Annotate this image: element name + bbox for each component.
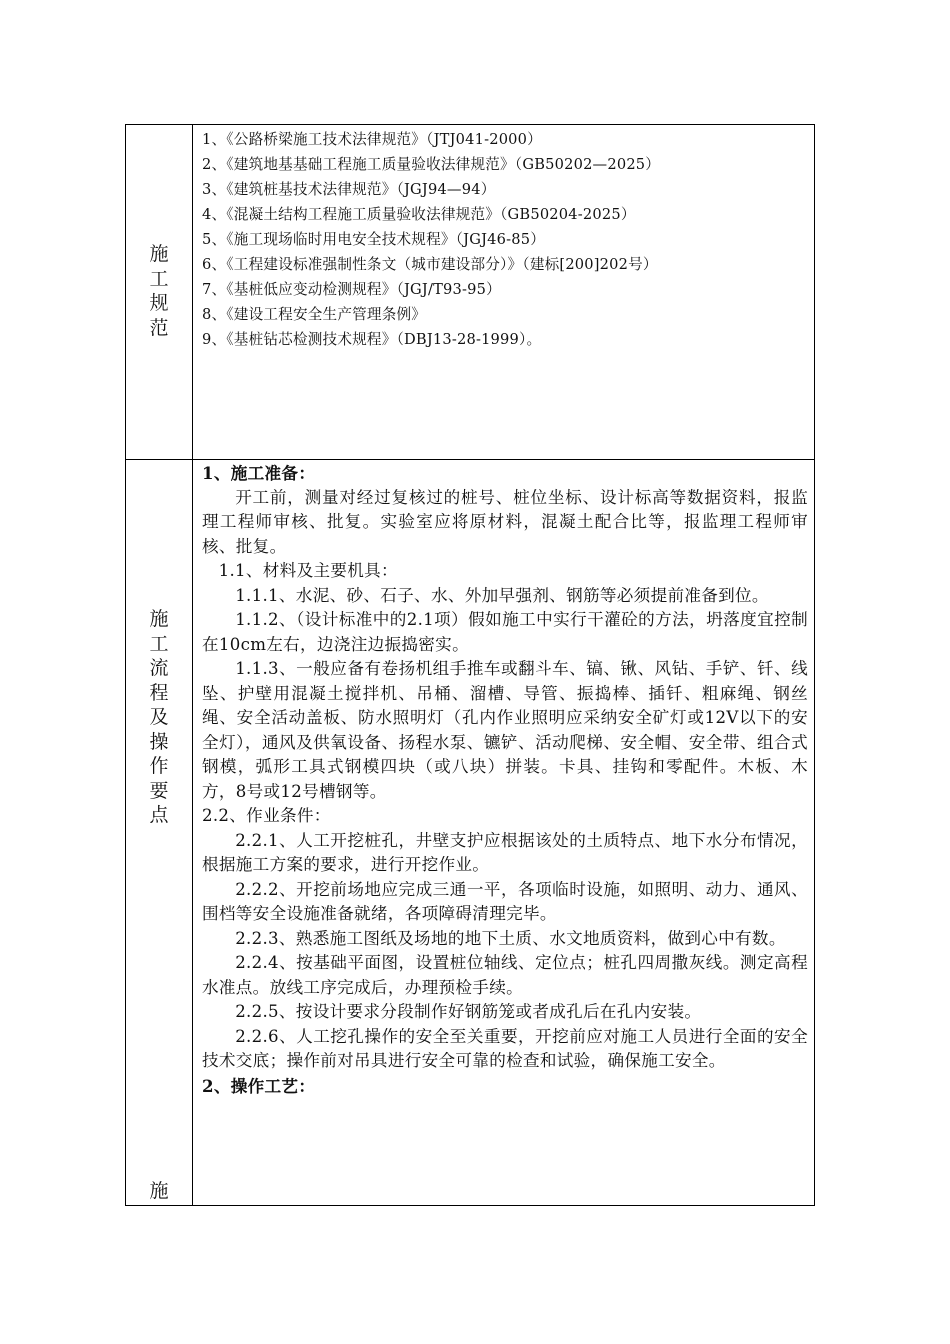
spec-table bbox=[125, 124, 815, 1206]
section-heading: 2、操作工艺： bbox=[202, 1075, 316, 1096]
standard-item: 9、《基桩钻芯检测技术规程》（DBJ13-28-1999）。 bbox=[202, 331, 542, 348]
standards-list bbox=[202, 127, 808, 352]
standard-item: 1、《公路桥梁施工技术法律规范》（JTJ041-2000） bbox=[202, 131, 542, 148]
standard-item: 2、《建筑地基基础工程施工质量验收法律规范》（GB50202—2025） bbox=[202, 156, 661, 173]
label-char: 流 bbox=[149, 657, 169, 679]
row-divider bbox=[126, 459, 814, 460]
label-char: 施 bbox=[149, 243, 169, 265]
paragraph: 2.2.2、开挖前场地应完成三通一平，各项临时设施，如照明、动力、通风、围档等安全设施准备就绪，各项障碍清理完毕。 bbox=[202, 879, 808, 923]
label-char: 要 bbox=[149, 779, 169, 802]
paragraph: 2.2.4、按基础平面图，设置桩位轴线、定位点；桩孔四周撒灰线。测定高程水准点。放线工序完成后，办理预检手续。 bbox=[202, 953, 808, 997]
paragraph: 2.2.6、人工挖孔操作的安全至关重要，开挖前应对施工人员进行全面的安全技术交底；操作前对吊具进行安全可靠的检查和试验，确保施工安全。 bbox=[202, 1026, 808, 1070]
paragraph: 2.2.5、按设计要求分段制作好钢筋笼或者成孔后在孔内安装。 bbox=[235, 1002, 702, 1021]
standard-item: 7、《基桩低应变动检测规程》（JGJ/T93-95） bbox=[202, 281, 501, 298]
row-label-process bbox=[126, 607, 192, 828]
standard-item: 5、《施工现场临时用电安全技术规程》（JGJ46-85） bbox=[202, 231, 545, 248]
process-content bbox=[202, 461, 808, 1098]
standard-item: 4、《混凝土结构工程施工质量验收法律规范》（GB50204-2025） bbox=[202, 206, 636, 223]
label-char: 程 bbox=[149, 681, 169, 704]
standard-item: 8、《建设工程安全生产管理条例》 bbox=[202, 306, 427, 323]
column-divider bbox=[192, 125, 193, 1205]
label-char: 操 bbox=[149, 730, 169, 753]
paragraph: 2.2.1、人工开挖桩孔，井壁支护应根据该处的土质特点、地下水分布情况，根据施工方案的要求，进行开挖作业。 bbox=[202, 830, 808, 874]
label-char: 规 bbox=[149, 292, 169, 314]
row-label-continued bbox=[126, 1179, 192, 1204]
paragraph: 2.2.3、熟悉施工图纸及场地的地下土质、水文地质资料，做到心中有数。 bbox=[235, 928, 786, 948]
paragraph: 2.2、作业条件： bbox=[202, 806, 331, 825]
label-char: 范 bbox=[149, 316, 169, 339]
standard-item: 6、《工程建设标准强制性条文（城市建设部分）》（建标[200]202号） bbox=[202, 256, 658, 273]
label-char: 及 bbox=[149, 706, 169, 728]
standard-item: 3、《建筑桩基技术法律规范》（JGJ94—94） bbox=[202, 181, 496, 198]
paragraph: 1.1.3、一般应备有卷扬机组手推车或翻斗车、镐、锹、风钻、手铲、钎、线坠、护壁用混凝土搅拌机、吊桶、溜槽、导管、振捣棒、插钎、粗麻绳、钢丝绳、安全活动盖板、防水照明灯（孔内作业照明应采纳安全矿灯或12V以下的安全灯），通风及供氧设备、扬程水泵、镳铲、活动爬梯、安全帽、安全带、组合式钢模，弧形工具式钢模四块（或八块）拼装。卡具、挂钩和零配件。木板、木方，8号或12号槽钢等。 bbox=[202, 659, 808, 801]
row-label-standards bbox=[126, 242, 192, 340]
label-char: 施 bbox=[149, 1180, 169, 1202]
label-char: 工 bbox=[149, 632, 169, 655]
label-char: 工 bbox=[149, 267, 169, 290]
paragraph: 1.1.1、水泥、砂、石子、水、外加早强剂、钢筋等必须提前准备到位。 bbox=[235, 585, 769, 605]
paragraph: 1.1、材料及主要机具： bbox=[218, 561, 398, 580]
section-heading: 1、施工准备： bbox=[202, 463, 316, 483]
paragraph: 1.1.2、（设计标准中的2.1项）假如施工中实行干灌砼的方法，坍落度宜控制在10cm左右，边浇注边振捣密实。 bbox=[202, 610, 808, 654]
paragraph: 开工前，测量对经过复核过的桩号、桩位坐标、设计标高等数据资料，报监理工程师审核、批复。实验室应将原材料，混凝土配合比等，报监理工程师审核、批复。 bbox=[202, 487, 808, 556]
label-char: 施 bbox=[149, 608, 169, 630]
label-char: 点 bbox=[149, 804, 169, 826]
label-char: 作 bbox=[149, 755, 169, 777]
